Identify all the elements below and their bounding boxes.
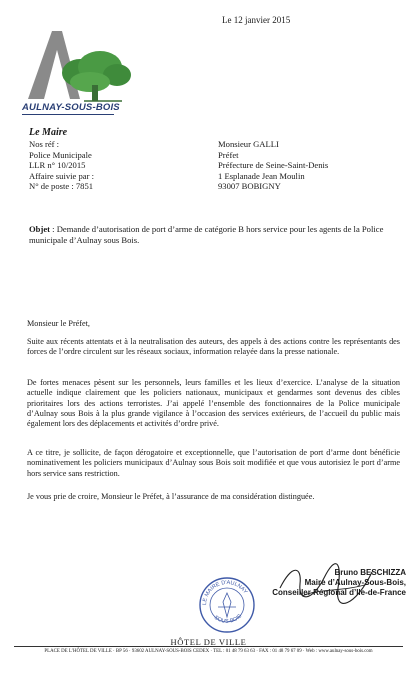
address-line: Préfecture de Seine-Saint-Denis xyxy=(218,160,329,171)
letter-date: Le 12 janvier 2015 xyxy=(222,15,291,25)
footer-divider xyxy=(14,646,403,647)
body-paragraph: A ce titre, je sollicite, de façon dérogatoire et exceptionnelle, que l’autorisation de port d’arme dont bénéficie nominativement les policiers municipaux d’Aulnay sous Bois soit modifiée et que vous autorisiez le port d’arme hors service sans restriction. xyxy=(27,448,400,478)
signature-block xyxy=(246,568,406,598)
address-line: 1 Esplanade Jean Moulin xyxy=(218,170,305,181)
address-line: Préfet xyxy=(218,149,239,160)
address-line: 93007 BOBIGNY xyxy=(218,181,281,192)
salutation: Monsieur le Préfet, xyxy=(27,319,90,328)
ref-line: Nos réf : xyxy=(29,139,60,149)
stamp-text-top: LE MAIRE D'AULNAY xyxy=(201,579,249,606)
recipient-address xyxy=(218,139,328,192)
svg-text:LE MAIRE D'AULNAY xyxy=(202,580,248,605)
address-line: Monsieur GALLI xyxy=(218,139,279,149)
footer-title: HÔTEL DE VILLE xyxy=(170,637,247,647)
sender-title: Le Maire xyxy=(29,127,68,138)
closing-paragraph: Je vous prie de croire, Monsieur le Préfet, à l’assurance de ma considération distinguée. xyxy=(27,492,315,501)
ref-line: Police Municipale xyxy=(29,149,92,160)
signatory-name: Bruno BESCHIZZA xyxy=(334,568,406,577)
body-paragraph: De fortes menaces pèsent sur les personnels, leurs familles et les lieux d’exercice. L’analyse de la situation actuelle indique clairement que les policiers nationaux, municipaux et gendarmes sont devenus des cibles prioritaires lors des actions terroristes. J’ai appelé l’ensemble des fonctionnaires de la Police municipale d’Aulnay sous Bois à la plus grande vigilance à l’occasion des services extérieurs, de l’accueil du public mais également lors des déplacements et activités d’ordre privé. xyxy=(27,378,400,429)
subject-line xyxy=(29,224,394,246)
ref-line: N° de poste : 7851 xyxy=(29,181,94,192)
sender-references xyxy=(29,139,94,192)
svg-text:SOUS-BOIS xyxy=(213,613,244,625)
footer-contact-line: PLACE DE L’HÔTEL DE VILLE · BP 56 · 93602 AULNAY-SOUS-BOIS CEDEX · TEL : 01 48 79 63 63 · FAX : 01 48 79 67 09 · Web : www.aulnay-sous-bois.com xyxy=(44,649,373,654)
signatory-title: Conseiller Régional d’Ile-de-France xyxy=(272,588,406,597)
signatory-role: Maire d’Aulnay-Sous-Bois, xyxy=(304,578,406,587)
subject-text: : Demande d’autorisation de port d’arme de catégorie B hors service pour les agents de la Police municipale d’Aulnay sous Bois. xyxy=(29,224,384,245)
ref-line: LLR n° 10/2015 xyxy=(29,160,86,171)
ref-line: Affaire suivie par : xyxy=(29,170,94,181)
logo-text: AULNAY-SOUS-BOIS xyxy=(22,102,120,113)
logo-underline xyxy=(22,114,114,115)
body-paragraph: Suite aux récents attentats et à la neutralisation des auteurs, des appels à des actions contre les représentants des forces de l’ordre circulent sur les réseaux sociaux, information relayée dans la presse nationale. xyxy=(27,337,400,357)
subject-label: Objet xyxy=(29,224,51,234)
stamp-text-bottom: SOUS-BOIS xyxy=(212,613,244,625)
